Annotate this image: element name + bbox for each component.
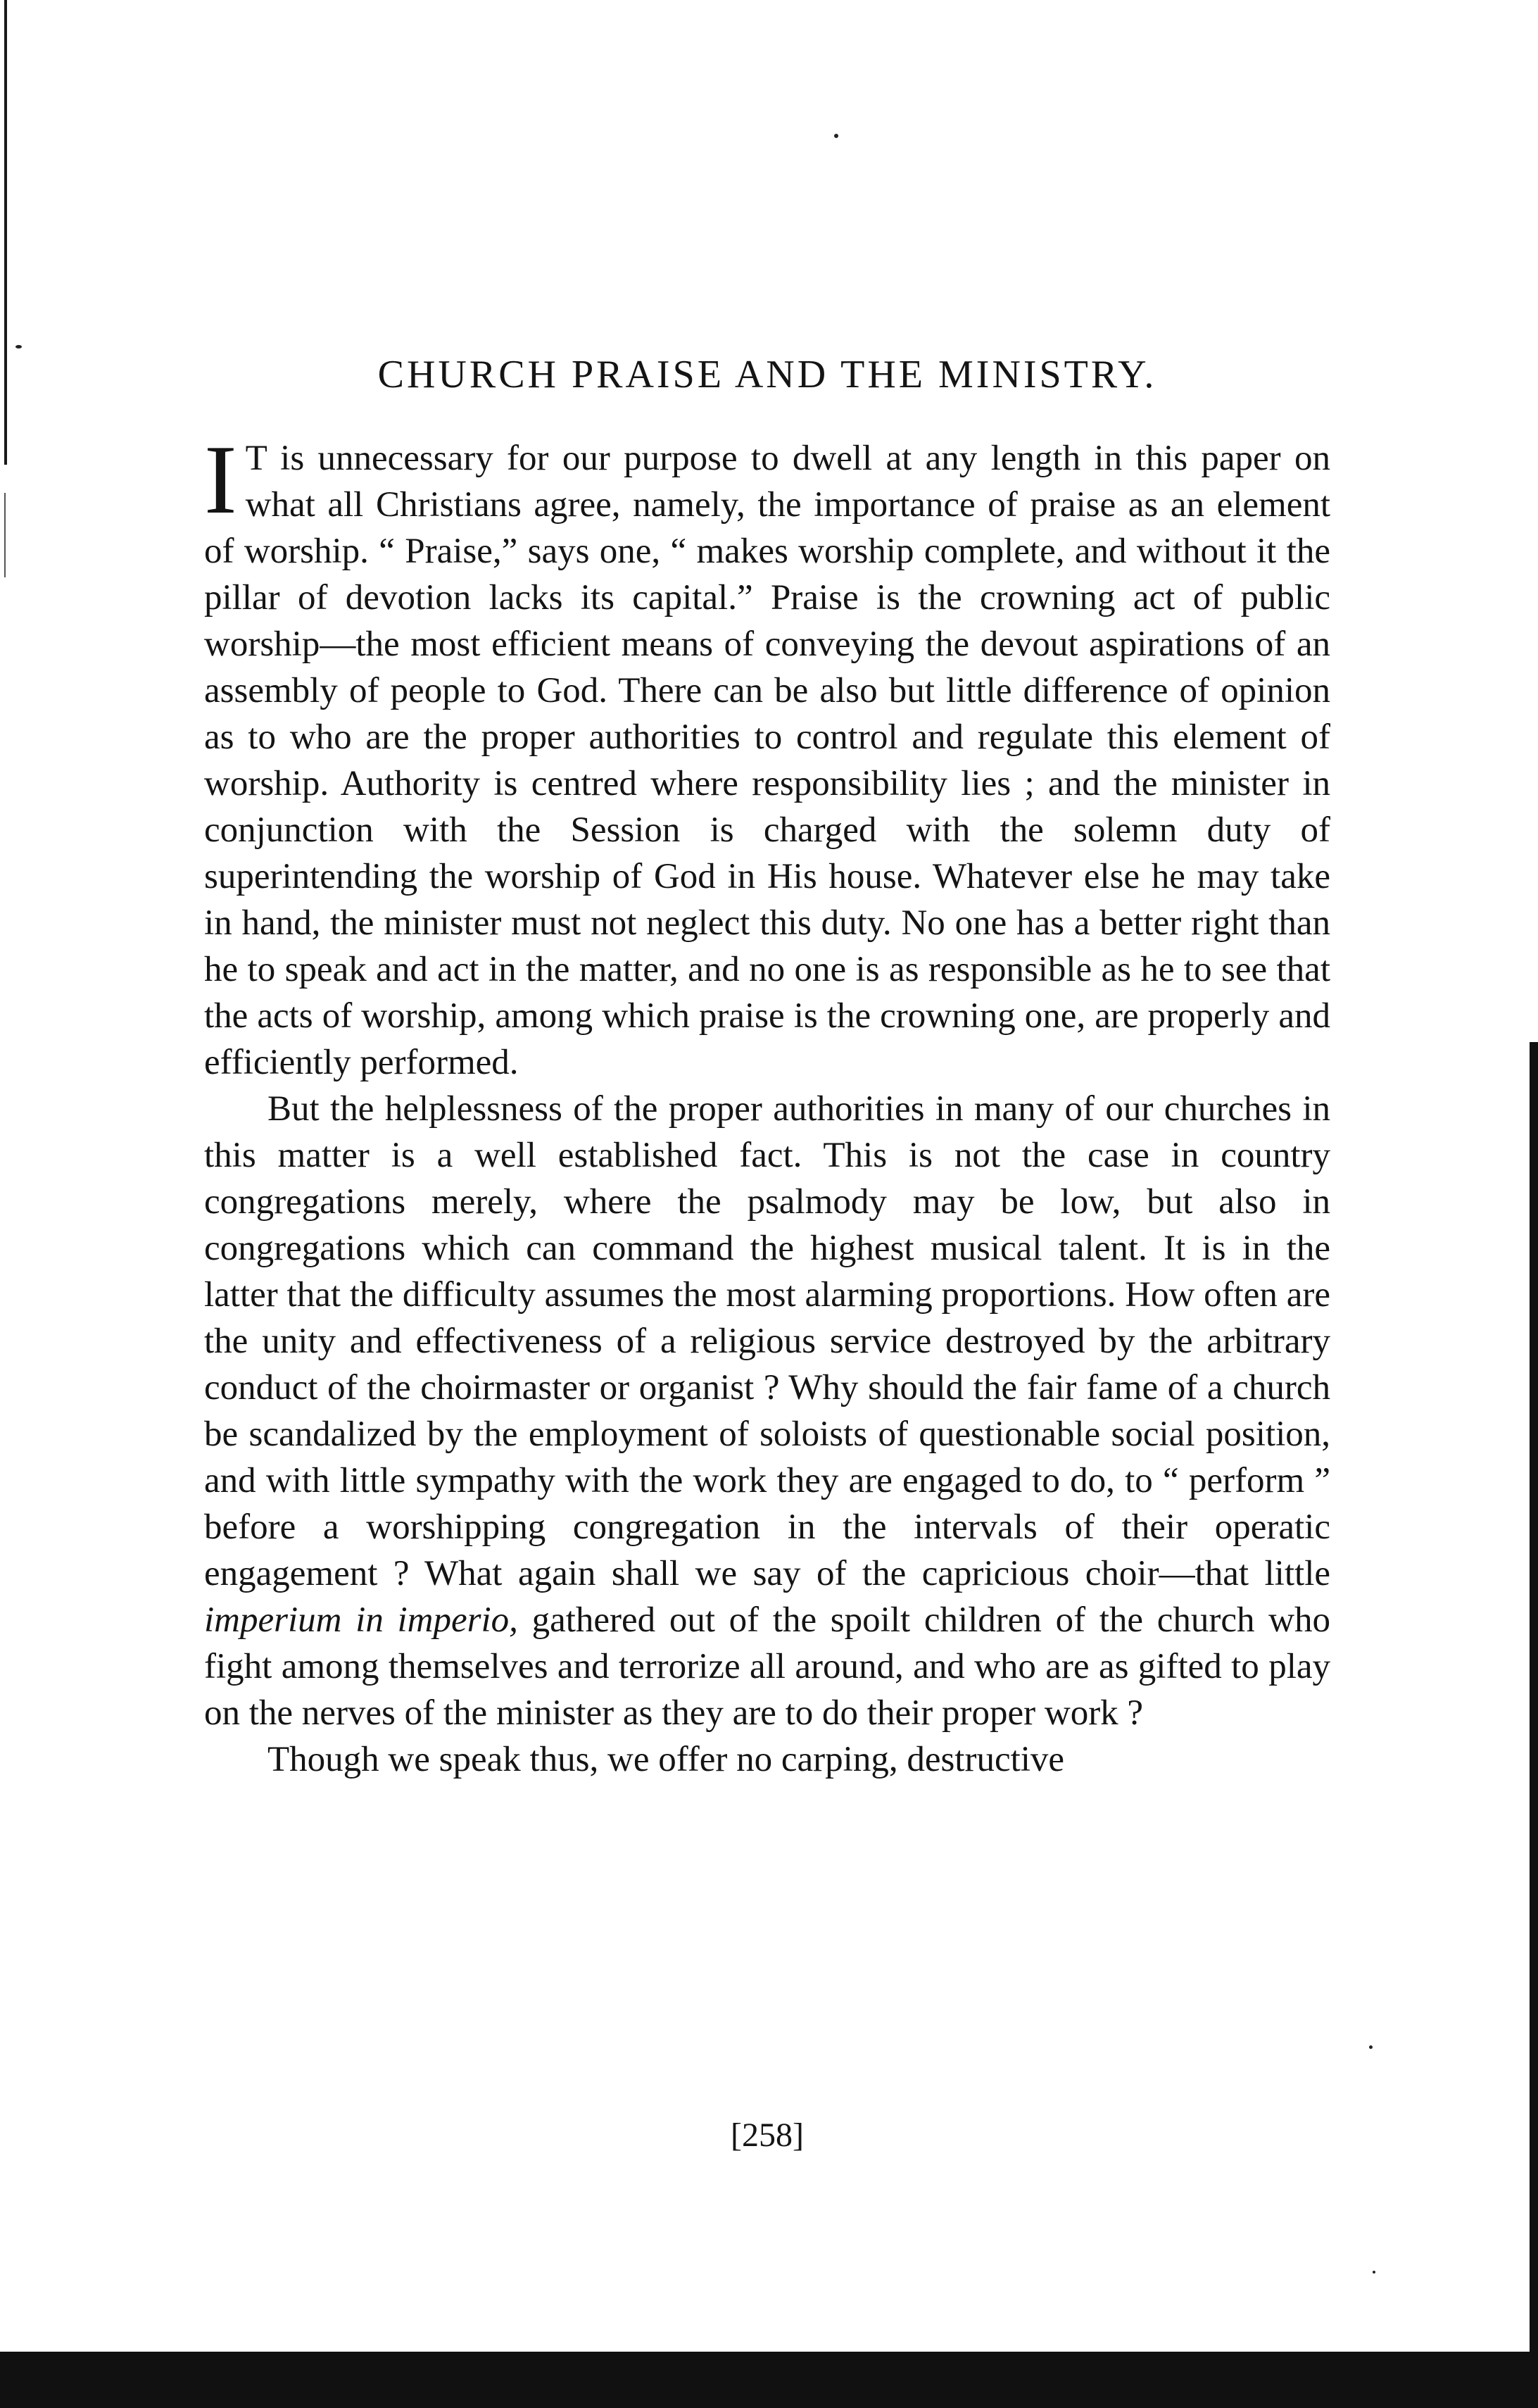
italic-phrase: imperium in imperio, [204, 1600, 518, 1640]
drop-cap: I [204, 425, 237, 534]
scan-speck [15, 345, 22, 349]
page-title: CHURCH PRAISE AND THE MINISTRY. [377, 353, 1157, 396]
scan-edge-line [4, 493, 6, 577]
page-number: [258] [731, 2117, 804, 2154]
body-text [204, 425, 1330, 1783]
scan-speck [834, 134, 838, 138]
scan-speck [1369, 2045, 1373, 2049]
scan-right-border [1530, 1042, 1538, 2408]
scan-bottom-border [0, 2352, 1538, 2408]
scan-edge-line [4, 0, 7, 465]
paragraph: But the helplessness of the proper authorities in many of our churches in this matter is a well established fact. This is not the case in country congregations merely, where the psalmody may be low, but also in congregations which can command the highest musical talent. It is in the latter that the difficulty assumes the most alarming proportions. How often are the unity and effectiveness of a religious service destroyed by the arbitrary conduct of the choirmaster or organist ? Why should the fair fame of a church be scandalized by the employment of soloists of questionable social position, and with little sympathy with the work they are engaged to do, to “ perform ” before a worshipping congregation in the intervals of their operatic engagement ? What again shall we say of the capricious choir—that little imperium in imperio, gathered out of the spoilt children of the church who fight among themselves and terrorize all around, and who are as gifted to play on the nerves of the minister as they are to do their proper work ? [204, 1089, 1330, 1733]
paragraph: I T is unnecessary for our purpose to dwell at any length in this paper on what all Christians agree, namely, the importance of praise as an element of worship. “ Praise,” says one, “ makes worship complete, and without it the pillar of devotion lacks its capital.” Praise is the crowning act of public worship—the most efficient means of conveying the devout aspirations of an assembly of people to God. There can be also but little difference of opinion as to who are the proper authorities to control and regulate this element of worship. Authority is centred where responsibility lies ; and the minister in conjunction with the Session is charged with the solemn duty of superintending the worship of God in His house. Whatever else he may take in hand, the minister must not neglect this duty. No one has a better right than he to speak and act in the matter, and no one is as responsible as he to see that the acts of worship, among which praise is the crowning one, are properly and efficiently performed. [204, 425, 1330, 1082]
scan-speck [1373, 2271, 1375, 2274]
paragraph: Though we speak thus, we offer no carping, destructive [267, 1740, 1065, 1779]
